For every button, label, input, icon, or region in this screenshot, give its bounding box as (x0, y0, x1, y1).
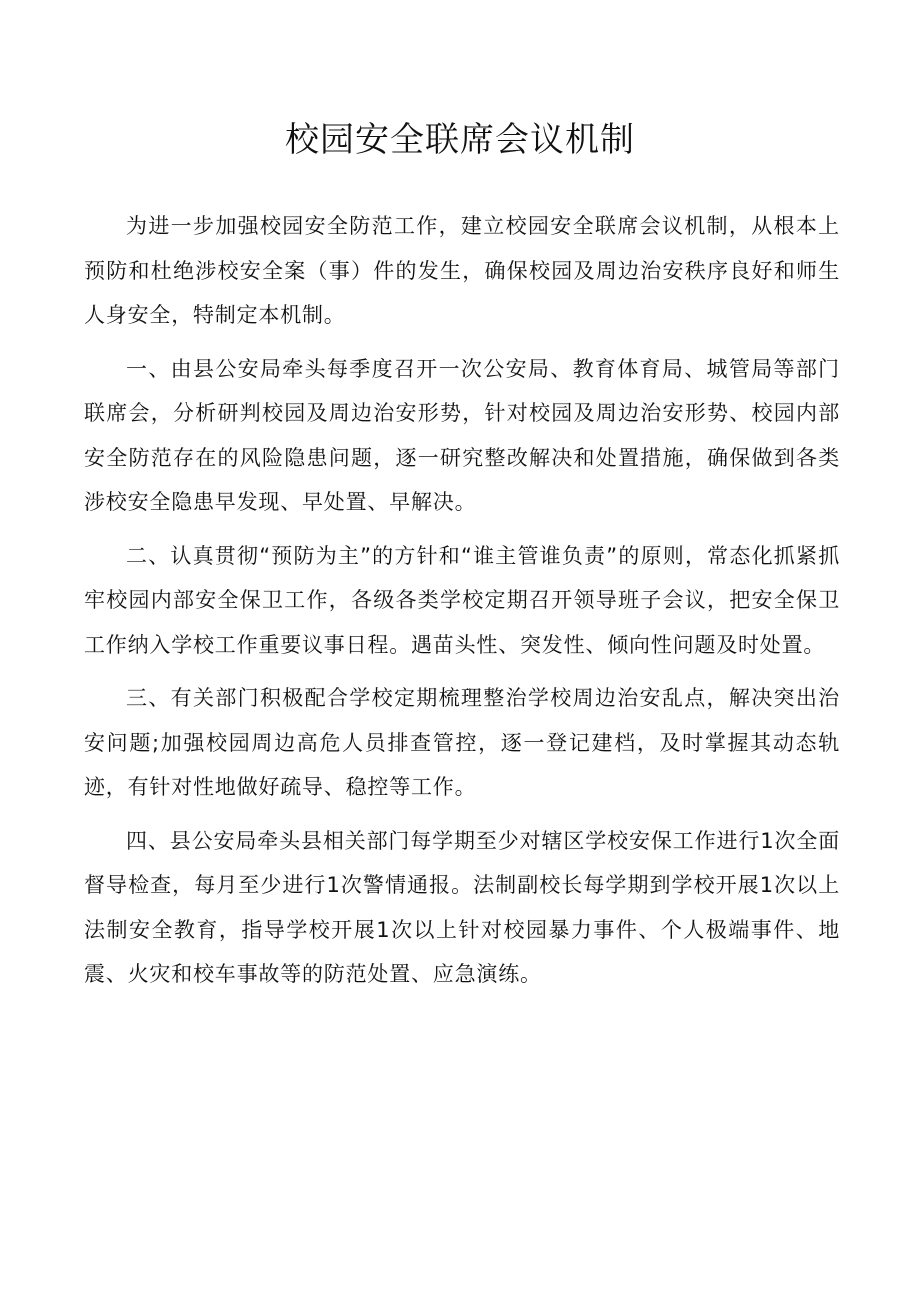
paragraph-item-4: 四、县公安局牵头县相关部门每学期至少对辖区学校安保工作进行1次全面督导检查，每月至少进行1次警情通报。法制副校长每学期到学校开展1次以上法制安全教育，指导学校开展1次以上针对校园暴力事件、个人极端事件、地震、火灾和校车事故等的防范处置、应急演练。 (84, 828, 840, 986)
paragraph-item-3: 三、有关部门积极配合学校定期梳理整治学校周边治安乱点，解决突出治安问题;加强校园周边高危人员排查管控，逐一登记建档，及时掌握其动态轨迹，有针对性地做好疏导、稳控等工作。 (84, 686, 840, 799)
document-body (84, 204, 840, 1006)
paragraph-intro: 为进一步加强校园安全防范工作，建立校园安全联席会议机制，从根本上预防和杜绝涉校安全案（事）件的发生，确保校园及周边治安秩序良好和师生人身安全，特制定本机制。 (84, 214, 840, 327)
paragraph-item-1: 一、由县公安局牵头每季度召开一次公安局、教育体育局、城管局等部门联席会，分析研判校园及周边治安形势，针对校园及周边治安形势、校园内部安全防范存在的风险隐患问题，逐一研究整改解决和处置措施，确保做到各类涉校安全隐患早发现、早处置、早解决。 (84, 356, 840, 514)
document-title: 校园安全联席会议机制 (285, 120, 635, 160)
paragraph-item-2: 二、认真贯彻“预防为主”的方针和“谁主管谁负责”的原则，常态化抓紧抓牢校园内部安全保卫工作，各级各类学校定期召开领导班子会议，把安全保卫工作纳入学校工作重要议事日程。遇苗头性、突发性、倾向性问题及时处置。 (84, 543, 840, 657)
